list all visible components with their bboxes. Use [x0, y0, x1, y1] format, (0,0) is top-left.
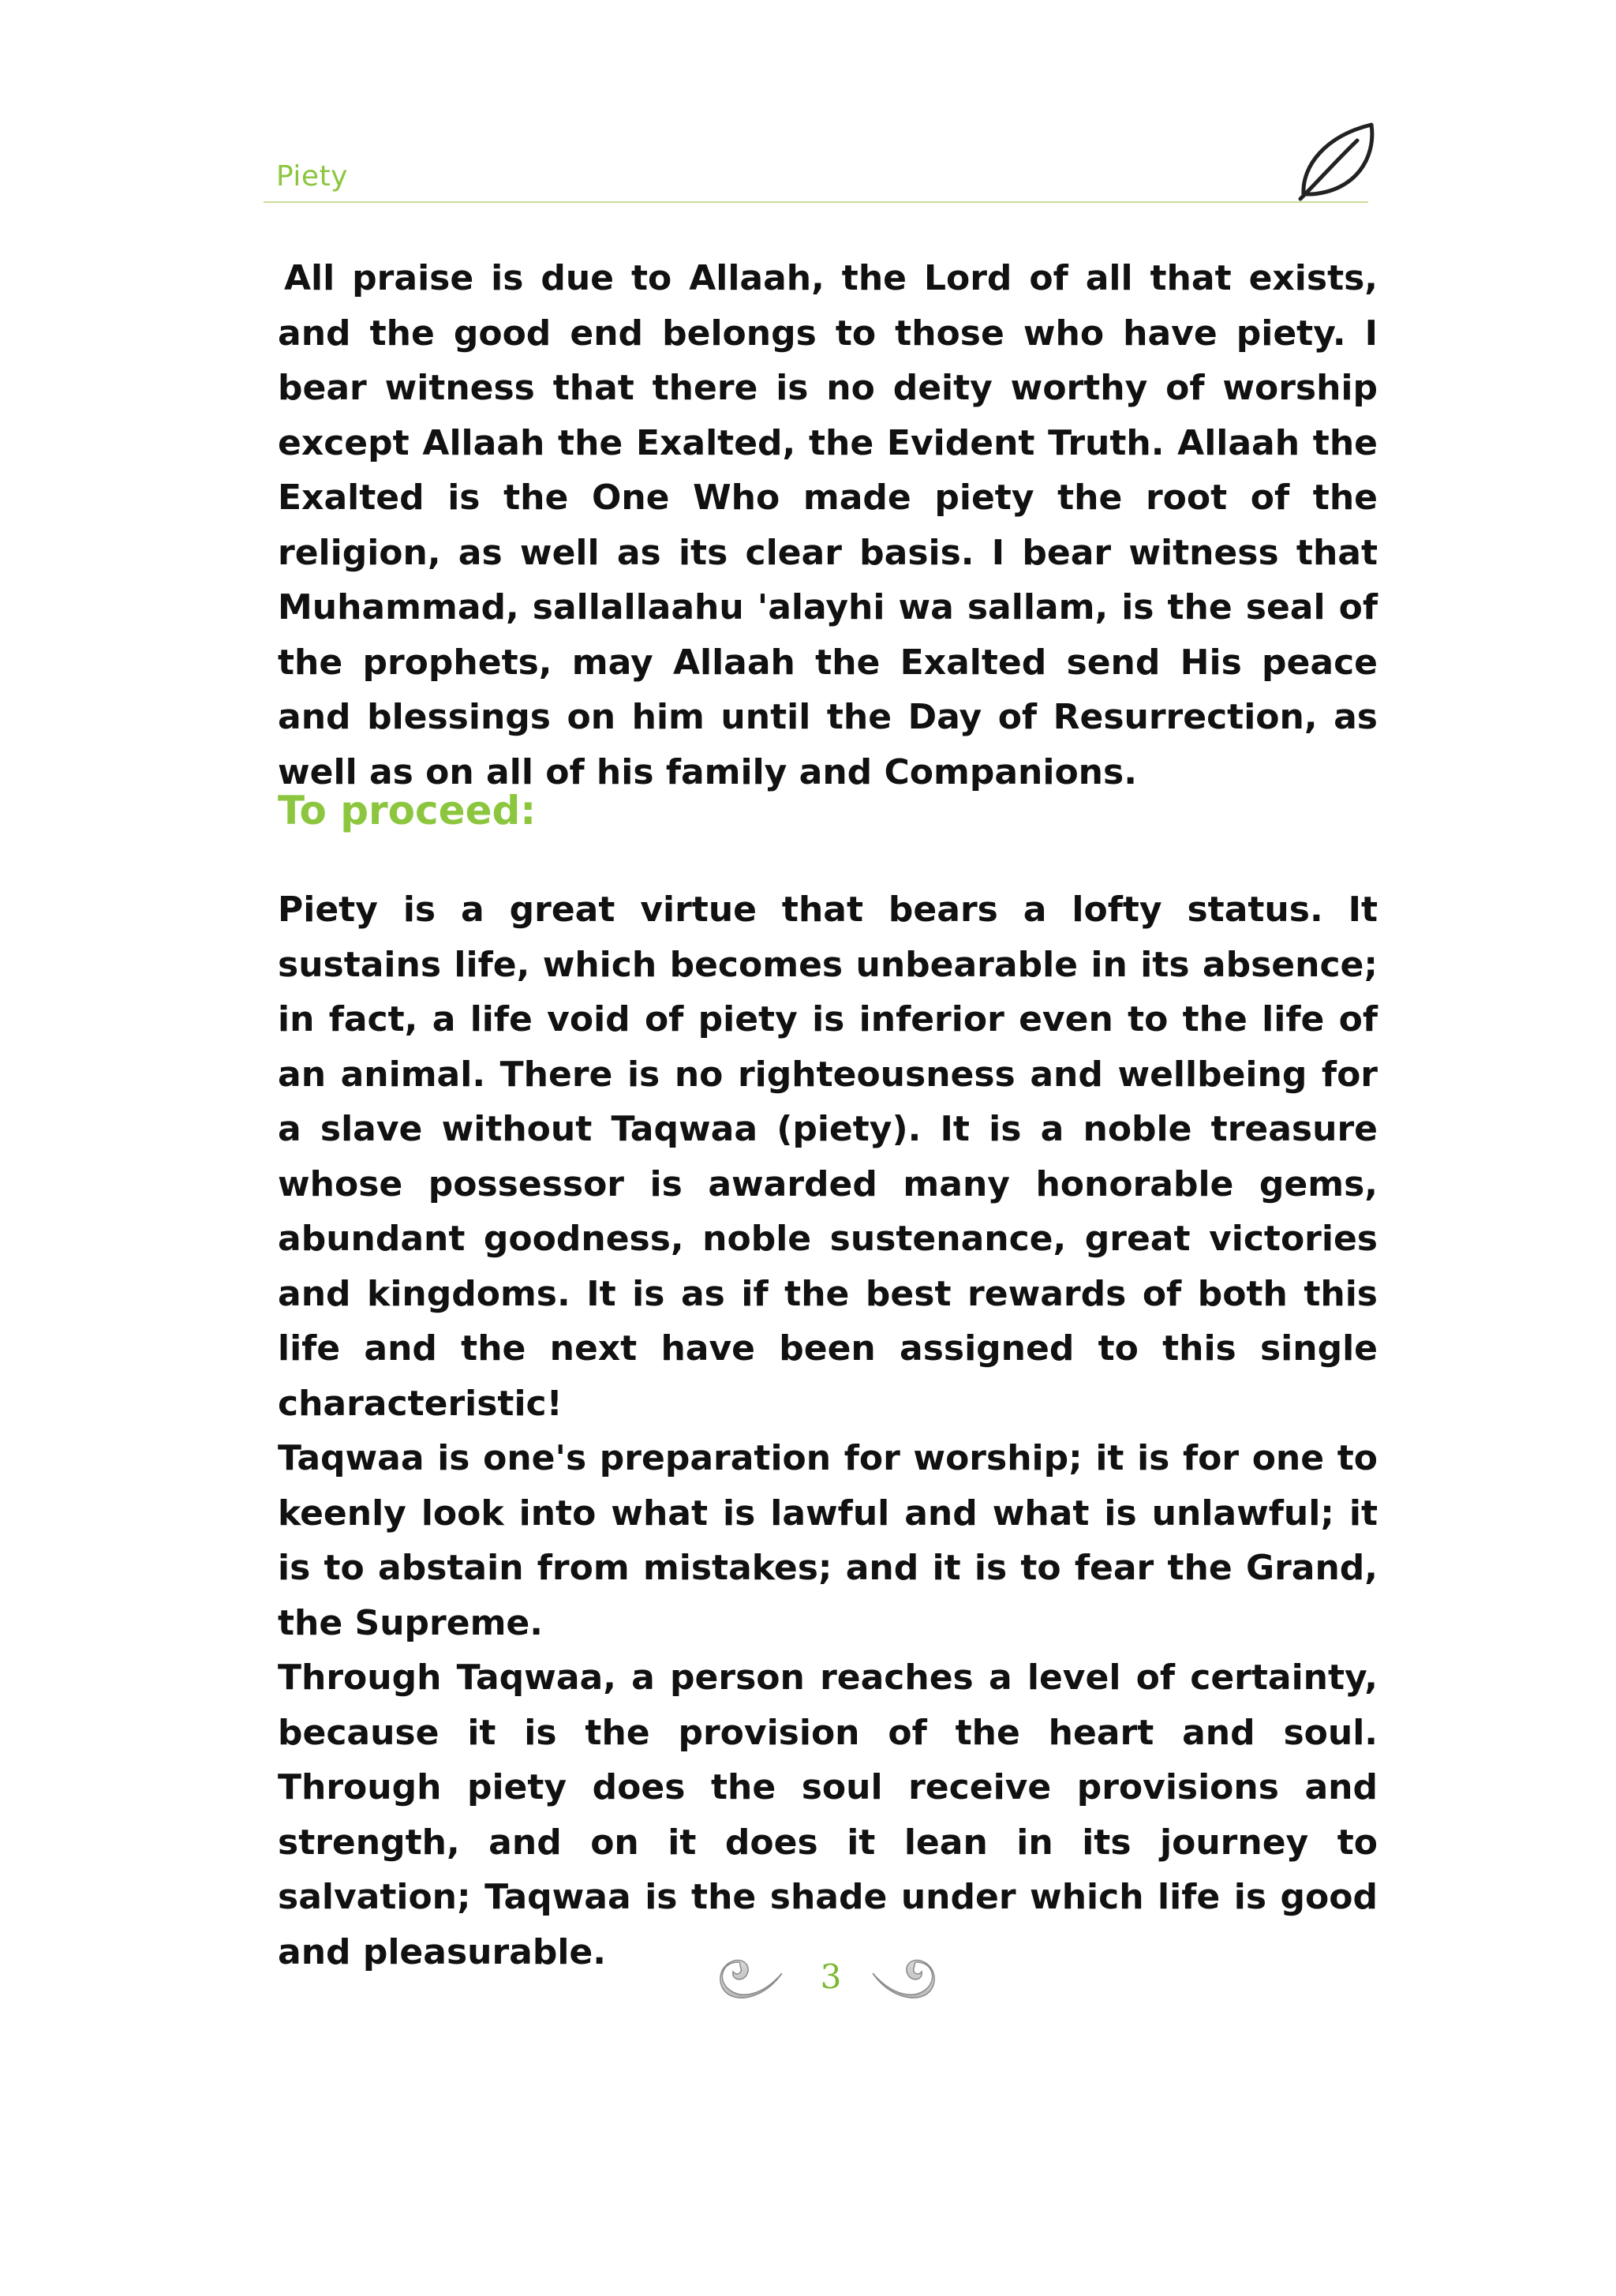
page-footer — [714, 1950, 951, 2013]
swirl-ornament-right-icon — [868, 1956, 941, 2005]
body-paragraph: Piety is a great virtue that bears a lofty status. It sustains life, which becomes unbearable in its absence; in fact, a life void of piety is inferior even to the life of an animal. There is no righteousness and wellbeing for a slave without Taqwaa (piety). It is a noble treasure whose possessor is awarded many honorable gems, abundant goodness, noble sustenance, great victories and kingdoms. It is as if the best rewards of both this life and the next have been assigned to this single characteristic! — [278, 890, 1378, 1424]
body-text — [278, 882, 1378, 1980]
running-header-title: Piety — [276, 160, 348, 193]
body-paragraph: Through Taqwaa, a person reaches a level of certainty, because it is the provision of the heart and soul. Through piety does the soul receive provisions and strength, and on it does it lean in its journey to salvation; Taqwaa is the shade under which life is good and pleasurable. — [278, 1657, 1378, 1972]
page-header — [264, 118, 1368, 205]
page-number: 3 — [820, 1957, 842, 1996]
swirl-ornament-left-icon — [714, 1956, 787, 2005]
body-paragraph: Taqwaa is one's preparation for worship; it is for one to keenly look into what is lawful and what is unlawful; it is to abstain from mistakes; and it is to fear the Grand, the Supreme. — [278, 1438, 1378, 1643]
page-content — [278, 251, 1378, 1972]
leaf-icon — [1294, 118, 1381, 205]
header-divider — [264, 201, 1368, 203]
intro-paragraph: All praise is due to Allaah, the Lord of all that exists, and the good end belongs to those who have piety. I bear witness that there is no deity worthy of worship except Allaah the Exalted, the Evident Truth. Allaah the Exalted is the One Who made piety the root of the religion, as well as its clear basis. I bear witness that Muhammad, sallallaahu 'alayhi wa sallam, is the seal of the prophets, may Allaah the Exalted send His peace and blessings on him until the Day of Resurrection, as well as on all of his family and Companions. — [278, 258, 1378, 792]
section-heading: To proceed: — [278, 788, 537, 833]
